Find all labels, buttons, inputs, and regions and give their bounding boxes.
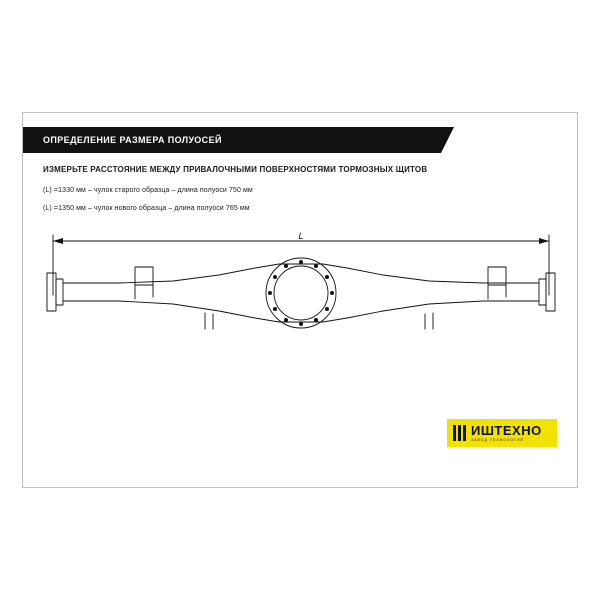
axle-housing-drawing <box>23 221 579 381</box>
bowl-bolts <box>268 260 334 326</box>
logo-text <box>471 424 542 442</box>
dimension-label-L: L <box>298 231 304 241</box>
spec-line-new: (L) =1350 мм – чулок нового образца – длина полуоси 765 мм <box>43 205 250 212</box>
left-brake-shield-block <box>135 267 153 299</box>
title-banner <box>23 127 441 153</box>
brand-logo <box>447 419 557 447</box>
spec-line-old: (L) =1330 мм – чулок старого образца – длина полуоси 750 мм <box>43 187 253 194</box>
page-title: ОПРЕДЕЛЕНИЕ РАЗМЕРА ПОЛУОСЕЙ <box>43 135 222 145</box>
left-axle-tube <box>63 283 119 301</box>
instruction-sheet <box>22 112 578 488</box>
left-flange <box>47 273 63 311</box>
differential-bowl <box>266 258 336 328</box>
instruction-lead-text: ИЗМЕРЬТЕ РАССТОЯНИЕ МЕЖДУ ПРИВАЛОЧНЫМИ ПОВЕРХНОСТЯМИ ТОРМОЗНЫХ ЩИТОВ <box>43 165 428 174</box>
right-flange <box>539 273 555 311</box>
banner-notch-decoration <box>441 127 454 153</box>
right-axle-tube <box>483 283 539 301</box>
dimension-line <box>53 235 549 295</box>
axle-housing-body <box>119 264 483 322</box>
logo-bars-icon <box>453 425 466 441</box>
logo-name: ИШТЕХНО <box>471 422 542 438</box>
logo-subtitle: ЗАВОД ТЕХНОЛОГИЙ <box>471 437 525 442</box>
spring-pad-brackets <box>205 313 433 329</box>
